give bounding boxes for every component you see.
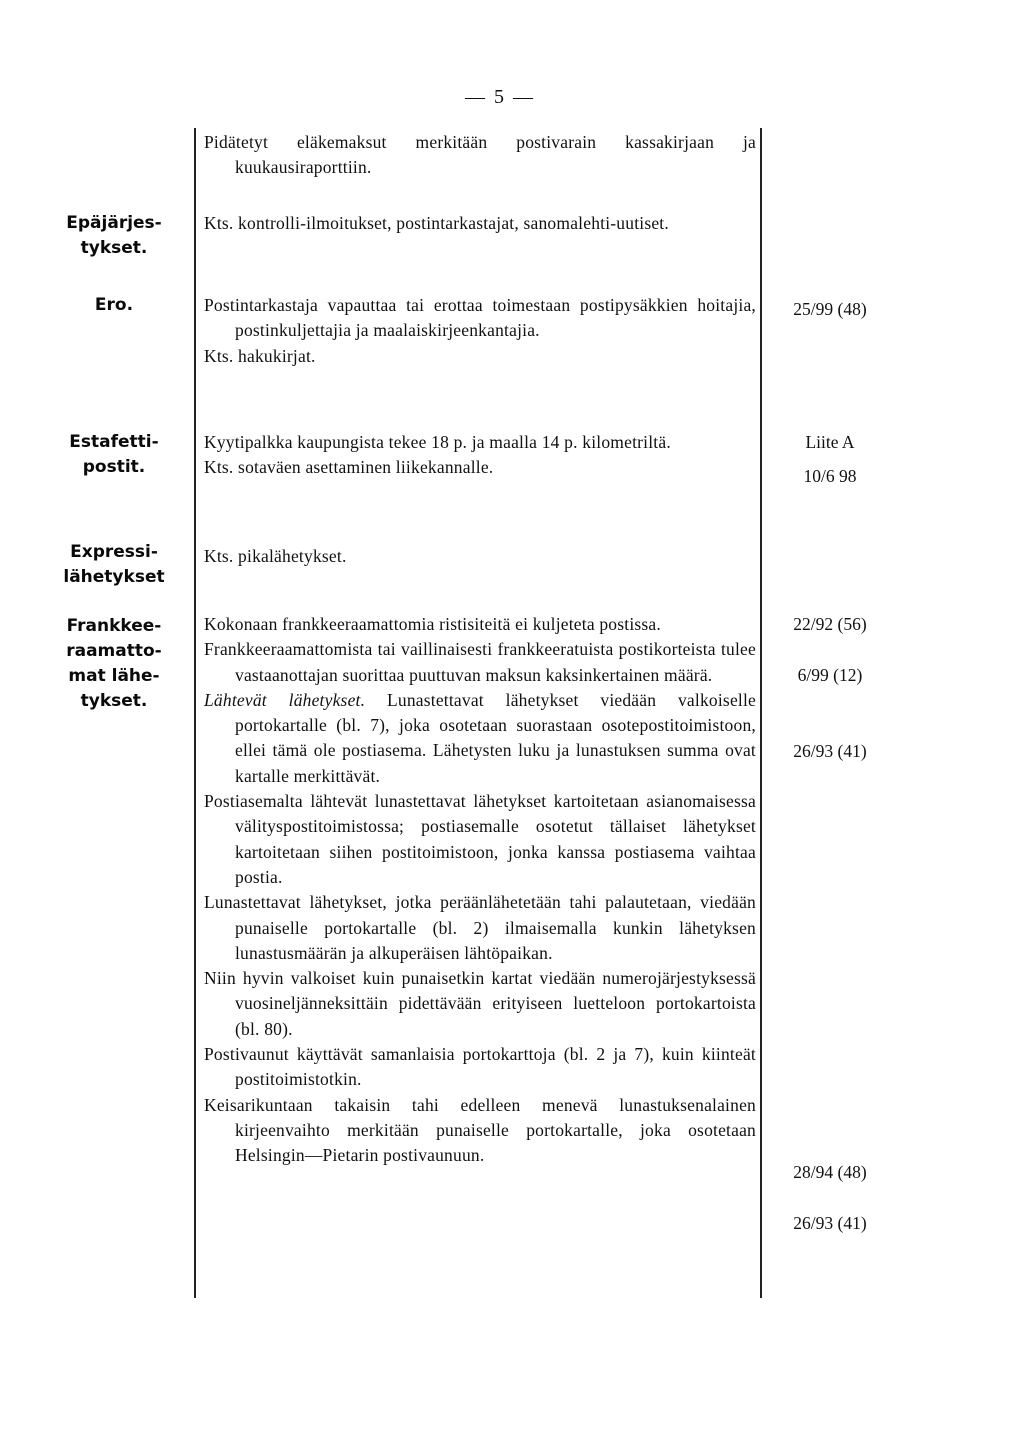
margin-reference: 28/94 (48) bbox=[793, 1162, 867, 1182]
margin-reference: Liite A bbox=[805, 432, 855, 452]
margin-heading: Ero. bbox=[94, 295, 134, 315]
margin-reference: 26/93 (41) bbox=[793, 741, 867, 761]
margin-heading: Expressi- lähetykset bbox=[63, 542, 165, 587]
paragraph-lahtevat bbox=[204, 688, 756, 789]
paragraph: Frankkeeraamattomista tai vaillinaisesti frankkeeratuista postikorteista tulee vastaanottajan suorittaa puuttuvan maksun kaksinkertainen määrä. bbox=[204, 639, 756, 685]
left-column-rule bbox=[194, 128, 196, 1298]
page-number: — 5 — bbox=[465, 86, 535, 108]
paragraph: Postivaunut käyttävät samanlaisia portokarttoja (bl. 2 ja 7), kuin kiinteät postitoimistotkin. bbox=[204, 1044, 756, 1090]
margin-reference: 22/92 (56) bbox=[793, 614, 867, 634]
margin-reference: 6/99 (12) bbox=[797, 665, 863, 685]
paragraph: Kts. sotaväen asettaminen liikekannalle. bbox=[204, 457, 494, 478]
paragraph: Kts. kontrolli-ilmoitukset, postintarkastajat, sanomalehti-uutiset. bbox=[204, 213, 669, 233]
paragraph: Kokonaan frankkeeraamattomia ristisiteitä ei kuljeteta postissa. bbox=[204, 614, 661, 634]
italic-lead: Lähtevät lähetykset. bbox=[204, 689, 366, 710]
entry-body bbox=[204, 544, 756, 569]
paragraph: Niin hyvin valkoiset kuin punaisetkin kartat viedään numerojärjestyksessä vuosineljänneksittäin pidettävään erityiseen luetteloon portokartoista (bl. 80). bbox=[204, 968, 756, 1039]
margin-heading: Frankkee- raamatto- mat lähe- tykset. bbox=[66, 616, 162, 711]
paragraph: Postiasemalta lähtevät lunastettavat lähetykset kartoitetaan asianomaisessa välityspostitoimistossa; postiasemalle osotetut tällaiset lähetykset kartoitetaan siihen postitoimistoon, jonka kanssa postiasema vaihtaa postia. bbox=[204, 791, 756, 887]
entry-body bbox=[204, 612, 756, 1169]
paragraph: Kyytipalkka kaupungista tekee 18 p. ja maalla 14 p. kilometriltä. bbox=[204, 432, 671, 452]
paragraph: Postintarkastaja vapauttaa tai erottaa toimestaan postipysäkkien hoitajia, postinkuljettajia ja maalaiskirjeenkantajia. bbox=[204, 295, 756, 341]
paragraph: Keisarikuntaan takaisin tahi edelleen menevä lunastuksenalainen kirjeenvaihto merkitään punaiselle portokartalle, joka osotetaan Helsingin—Pietarin postivaunuun. bbox=[204, 1094, 756, 1166]
entry-body bbox=[204, 430, 756, 481]
paragraph: Kts. pikalähetykset. bbox=[204, 546, 347, 566]
entry-body bbox=[204, 130, 756, 181]
margin-reference: 10/6 98 bbox=[803, 466, 857, 486]
right-column-rule bbox=[760, 128, 762, 1298]
paragraph: Lunastettavat lähetykset, jotka peräänlähetetään tahi palautetaan, viedään punaiselle portokartalle (bl. 2) ilmaisemalla kunkin lähetyksen lunastusmäärän ja alkuperäisen lähtöpaikan. bbox=[204, 892, 756, 963]
paragraph: Pidätetyt eläkemaksut merkitään postivarain kassakirjaan ja kuukausiraporttiin. bbox=[204, 132, 756, 178]
paragraph-text: Lunastettavat lähetykset viedään valkoiselle portokartalle (bl. 7), joka osotetaan suorastaan osotepostitoimistoon, ellei tämä ole postiasema. Lähetysten luku ja lunastuksen summa ovat kartalle merkittävät. bbox=[235, 689, 756, 786]
margin-reference: 26/93 (41) bbox=[793, 1213, 867, 1233]
entry-body bbox=[204, 211, 756, 236]
margin-heading: Epäjärjes- tykset. bbox=[66, 213, 162, 258]
paragraph: Kts. hakukirjat. bbox=[204, 345, 316, 366]
margin-heading: Estafetti- postit. bbox=[69, 432, 159, 477]
margin-reference: 25/99 (48) bbox=[793, 299, 867, 319]
entry-body bbox=[204, 293, 756, 369]
